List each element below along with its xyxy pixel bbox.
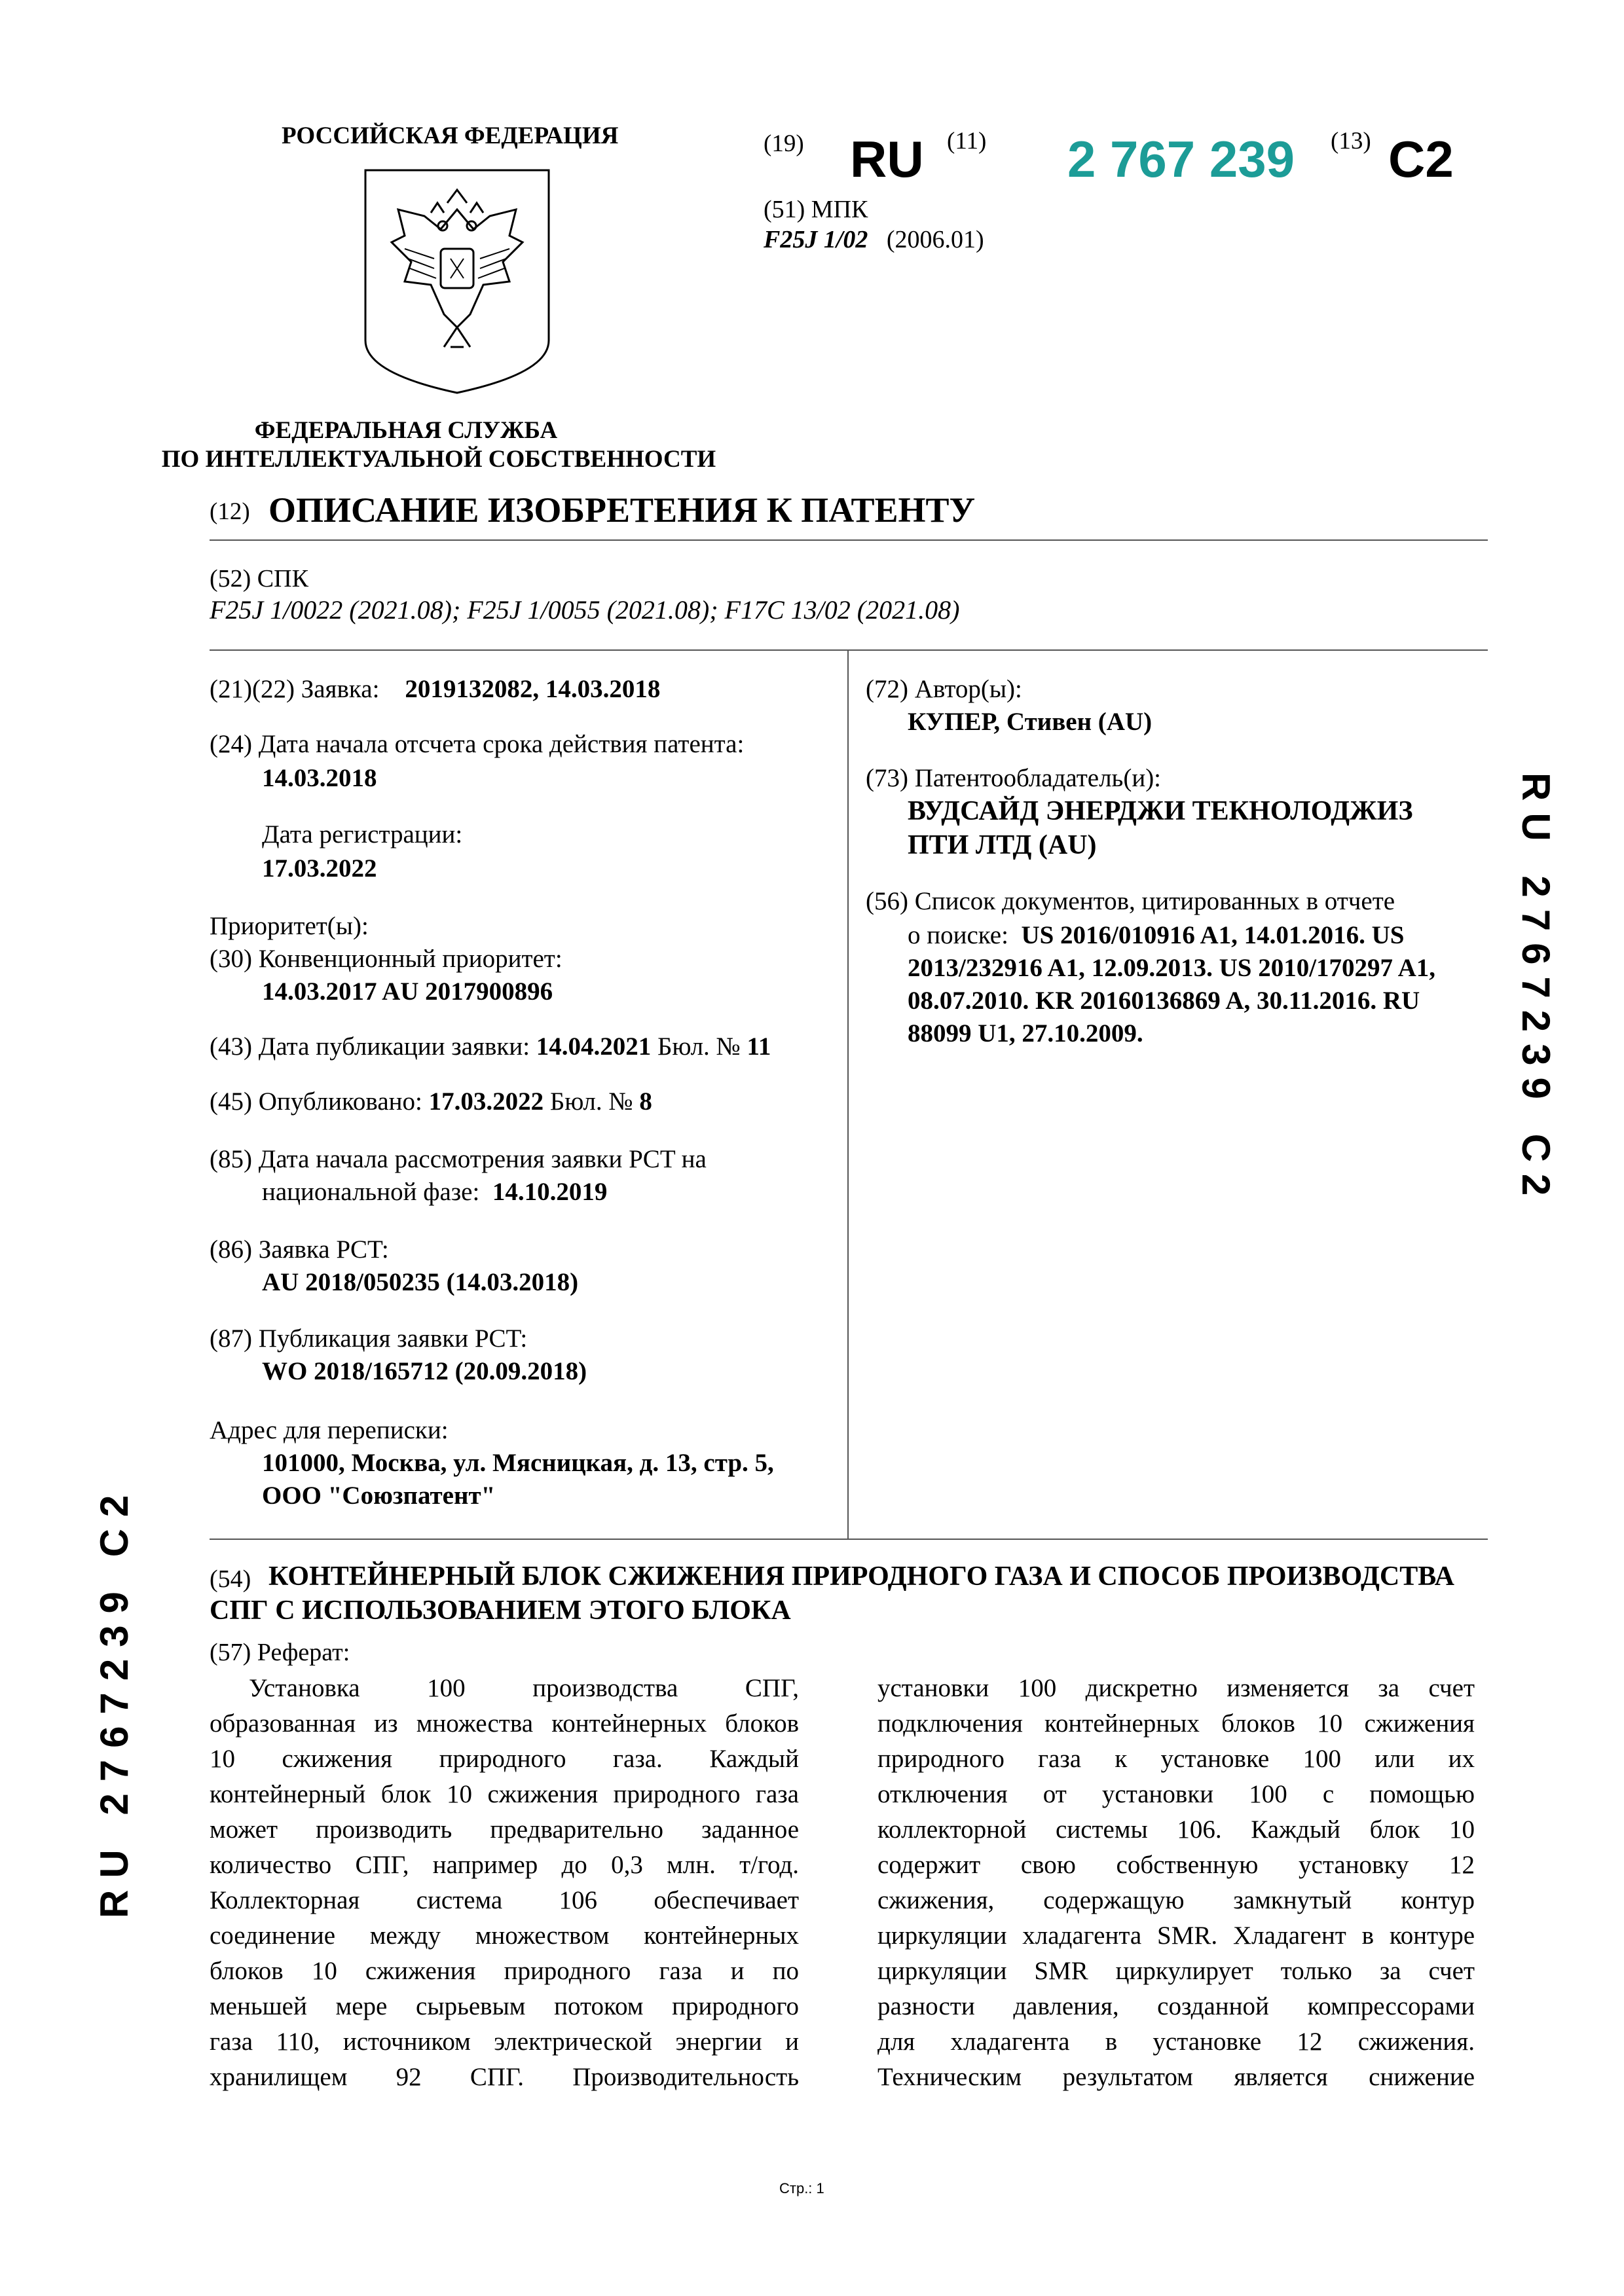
abstract-line: меньшей мере сырьевым потоком природного [210, 1992, 799, 2020]
coat-of-arms-emblem [359, 164, 555, 399]
pct-national-field [262, 1176, 607, 1209]
abstract-line: Установка 100 производства СПГ, [249, 1674, 799, 1702]
published-value: 17.03.2022 [428, 1087, 544, 1116]
cited-line2: 2013/232916 A1, 12.09.2013. US 2010/170297 A1, [908, 954, 1436, 982]
cited-line1-value: US 2016/010916 A1, 14.01.2016. US [1021, 921, 1405, 949]
abstract-line: блоков 10 сжижения природного газа и по [210, 1957, 799, 1985]
abstract-line: 10 сжижения природного газа. Каждый [210, 1745, 799, 1773]
abstract-line: содержит свою собственную установку 12 [877, 1851, 1475, 1879]
priority-label: Приоритет(ы): [210, 912, 369, 940]
pct-national-value: 14.10.2019 [492, 1178, 608, 1206]
pub-app-field [210, 1030, 771, 1063]
authors-value: КУПЕР, Стивен (AU) [908, 708, 1153, 736]
cited-line1-label: о поиске: [908, 921, 1008, 949]
pub-app-label: (43) Дата публикации заявки: [210, 1032, 530, 1061]
side-code-right: RU 2767239 C2 [1514, 773, 1558, 1208]
abstract-line: подключения контейнерных блоков 10 сжижения [877, 1709, 1475, 1738]
pct-app-value: AU 2018/050235 (14.03.2018) [262, 1268, 579, 1296]
registration-value: 17.03.2022 [262, 854, 377, 883]
abstract-line: хранилищем 92 СПГ. Производительность [210, 2063, 799, 2091]
code-19: (19) [764, 130, 804, 157]
divider [210, 1539, 1488, 1540]
doc-type-title: ОПИСАНИЕ ИЗОБРЕТЕНИЯ К ПАТЕНТУ [268, 490, 976, 530]
abstract-line: Коллекторная система 106 обеспечивает [210, 1886, 799, 1914]
ipc-class: F25J 1/02 [764, 226, 868, 253]
invention-title-line1: КОНТЕЙНЕРНЫЙ БЛОК СЖИЖЕНИЯ ПРИРОДНОГО ГАЗА И СПОСОБ ПРОИЗВОДСТВА [268, 1561, 1454, 1592]
pub-app-bul-no: 11 [747, 1032, 771, 1061]
abstract-line: циркуляции SMR циркулирует только за счет [877, 1957, 1475, 1985]
abstract-line: образованная из множества контейнерных блоков [210, 1709, 799, 1738]
abstract-line: для хладагента в установке 12 сжижения. [877, 2028, 1475, 2056]
convention-label: (30) Конвенционный приоритет: [210, 945, 563, 973]
abstract-line: контейнерный блок 10 сжижения природного газа [210, 1780, 799, 1808]
address-label: Адрес для переписки: [210, 1416, 449, 1444]
application-field [210, 673, 660, 706]
pub-app-value: 14.04.2021 [536, 1032, 652, 1061]
abstract-label: (57) Реферат: [210, 1639, 350, 1666]
abstract-line: природного газа к установке 100 или их [877, 1745, 1475, 1773]
published-field [210, 1085, 652, 1118]
abstract-line: разности давления, созданной компрессорами [877, 1992, 1475, 2020]
published-label: (45) Опубликовано: [210, 1087, 422, 1116]
ipc-label: (51) МПК [764, 196, 868, 223]
application-label: (21)(22) Заявка: [210, 675, 380, 703]
divider [210, 539, 1488, 541]
abstract-line: установки 100 дискретно изменяется за счет [877, 1674, 1475, 1702]
owners-label: (73) Патентообладатель(и): [866, 764, 1162, 792]
pub-app-bul: Бюл. № [657, 1032, 741, 1061]
patent-number: 2 767 239 [1067, 130, 1295, 188]
abstract-line: сжижения, содержащую замкнутый контур [877, 1886, 1475, 1914]
published-bul-no: 8 [639, 1087, 652, 1116]
term-start-label: (24) Дата начала отсчета срока действия патента: [210, 730, 745, 758]
address-line1: 101000, Москва, ул. Мясницкая, д. 13, стр. 5, [262, 1449, 774, 1477]
cpc-value: F25J 1/0022 (2021.08); F25J 1/0055 (2021.08); F17C 13/02 (2021.08) [210, 595, 960, 625]
country-code: RU [850, 130, 924, 188]
ipc-date: (2006.01) [886, 226, 984, 253]
pct-national-label: (85) Дата начала рассмотрения заявки PCT на [210, 1145, 707, 1173]
abstract-line: циркуляции хладагента SMR. Хладагент в контуре [877, 1922, 1475, 1950]
owners-line2: ПТИ ЛТД (AU) [908, 830, 1097, 860]
pct-app-label: (86) Заявка PCT: [210, 1235, 389, 1264]
code-13: (13) [1331, 128, 1371, 155]
cited-label: (56) Список документов, цитированных в отчете [866, 887, 1395, 915]
abstract-line: Техническим результатом является снижение [877, 2063, 1475, 2091]
application-value: 2019132082, 14.03.2018 [405, 675, 661, 703]
pct-pub-label: (87) Публикация заявки PCT: [210, 1324, 528, 1353]
convention-value: 14.03.2017 AU 2017900896 [262, 977, 553, 1006]
cpc-label: (52) СПК [210, 565, 308, 592]
abstract-line: количество СПГ, например до 0,3 млн. т/год. [210, 1851, 799, 1879]
pct-national-label2: национальной фазе: [262, 1178, 480, 1206]
invention-title-line2: СПГ С ИСПОЛЬЗОВАНИЕМ ЭТОГО БЛОКА [210, 1595, 791, 1626]
abstract-line: коллекторной системы 106. Каждый блок 10 [877, 1815, 1475, 1844]
address-line2: ООО "Союзпатент" [262, 1482, 496, 1510]
cited-line3: 08.07.2010. KR 20160136869 A, 30.11.2016. RU [908, 987, 1420, 1015]
doc-type-code: (12) [210, 498, 250, 525]
abstract-line: газа 110, источником электрической энергии и [210, 2028, 799, 2056]
kind-code: C2 [1388, 130, 1454, 188]
ipc-value [764, 225, 984, 254]
country-name: РОССИЙСКАЯ ФЕДЕРАЦИЯ [282, 122, 619, 149]
divider [210, 649, 1488, 651]
column-divider [847, 649, 849, 1539]
cited-line4: 88099 U1, 27.10.2009. [908, 1019, 1143, 1048]
abstract-line: соединение между множеством контейнерных [210, 1922, 799, 1950]
term-start-value: 14.03.2018 [262, 764, 377, 792]
owners-line1: ВУДСАЙД ЭНЕРДЖИ ТЕКНОЛОДЖИЗ [908, 796, 1413, 826]
abstract-line: может производить предварительно заданное [210, 1815, 799, 1844]
authors-label: (72) Автор(ы): [866, 675, 1022, 703]
pct-pub-value: WO 2018/165712 (20.09.2018) [262, 1357, 587, 1385]
registration-label: Дата регистрации: [262, 820, 463, 848]
page-number: Стр.: 1 [779, 2180, 824, 2196]
agency-line1: ФЕДЕРАЛЬНАЯ СЛУЖБА [254, 417, 558, 444]
code-11: (11) [947, 128, 987, 155]
title-code: (54) [210, 1565, 251, 1593]
side-code-left: RU 2767239 C2 [92, 1483, 136, 1918]
abstract-line: отключения от установки 100 с помощью [877, 1780, 1475, 1808]
cited-line1 [908, 919, 1405, 952]
published-bul: Бюл. № [549, 1087, 633, 1116]
agency-line2: ПО ИНТЕЛЛЕКТУАЛЬНОЙ СОБСТВЕННОСТИ [161, 446, 716, 473]
